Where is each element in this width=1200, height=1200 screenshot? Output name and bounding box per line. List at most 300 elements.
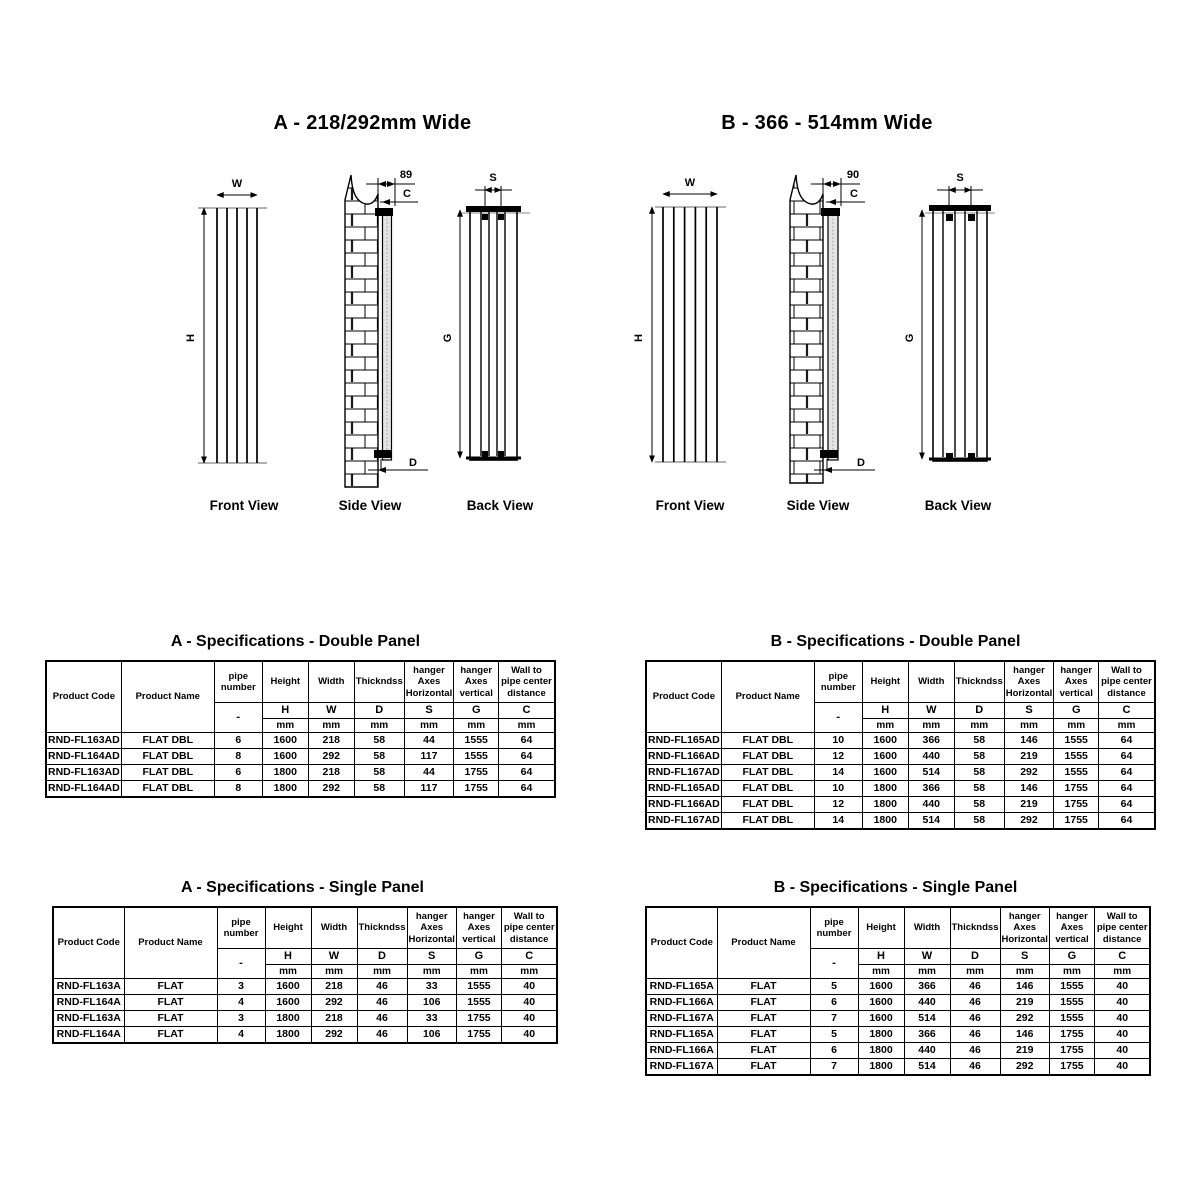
table-cell: FLAT DBL [121, 749, 214, 765]
column-unit: mm [262, 719, 308, 733]
column-unit: mm [1099, 719, 1155, 733]
table-cell: 1800 [858, 1027, 904, 1043]
table-row [646, 733, 1155, 749]
column-symbol: - [214, 703, 262, 733]
column-unit: mm [499, 719, 555, 733]
table-cell: RND-FL163AD [46, 765, 121, 781]
table-cell: RND-FL165A [646, 979, 717, 995]
table-cell: 1755 [454, 781, 499, 798]
table-row [646, 1027, 1150, 1043]
g-dimension [442, 210, 460, 458]
table-cell: RND-FL164A [53, 1027, 124, 1044]
dim-label-w: W [231, 178, 243, 190]
table-cell: 33 [407, 979, 456, 995]
table-cell: 366 [904, 979, 950, 995]
column-header: Wall to pipe center distance [1094, 907, 1150, 949]
column-unit: mm [1094, 965, 1150, 979]
table-cell: 1800 [862, 813, 908, 830]
column-header: Height [858, 907, 904, 949]
table-row [53, 979, 557, 995]
spec-table-a-single [52, 906, 558, 1044]
table-cell: 514 [904, 1059, 950, 1076]
table-cell: 218 [308, 733, 354, 749]
side-view-b [790, 169, 875, 483]
table-cell: 292 [1000, 1059, 1049, 1076]
dim-label-g: G [442, 333, 454, 343]
table-cell: 292 [1004, 813, 1053, 830]
table-cell: RND-FL166AD [646, 797, 721, 813]
table-cell: 64 [1099, 813, 1155, 830]
brick-wall [790, 175, 823, 483]
column-symbol: G [454, 703, 499, 719]
column-header: Height [265, 907, 311, 949]
column-header: Product Name [717, 907, 810, 979]
table-cell: 5 [810, 1027, 858, 1043]
table-row [46, 781, 555, 798]
column-header: hanger Axes vertical [454, 661, 499, 703]
dim-label-hanger-offset: 89 [399, 169, 413, 181]
table-cell: 10 [814, 733, 862, 749]
table-cell: 40 [1094, 1011, 1150, 1027]
table-cell: 7 [810, 1011, 858, 1027]
column-unit: mm [311, 965, 357, 979]
table-cell: 58 [954, 813, 1004, 830]
column-symbol: W [908, 703, 954, 719]
table-row [53, 995, 557, 1011]
table-row [646, 995, 1150, 1011]
column-header: pipe number [217, 907, 265, 949]
diagram-a [170, 148, 575, 523]
table-cell: 292 [311, 995, 357, 1011]
table-cell: 12 [814, 749, 862, 765]
table-cell: 440 [908, 797, 954, 813]
table-cell: 440 [904, 995, 950, 1011]
back-top-bar [929, 205, 991, 211]
column-unit: mm [265, 965, 311, 979]
column-unit: mm [357, 965, 407, 979]
top-wall-bracket [821, 208, 840, 216]
dim-label-s: S [956, 172, 964, 184]
column-header: Product Name [721, 661, 814, 733]
column-header: Product Name [124, 907, 217, 979]
column-header: hanger Axes Horizontal [1000, 907, 1049, 949]
table-cell: 40 [1094, 1027, 1150, 1043]
table-cell: RND-FL164A [53, 995, 124, 1011]
table-cell: RND-FL163AD [46, 733, 121, 749]
table-title-a-double: A - Specifications - Double Panel [170, 633, 421, 650]
table-row [646, 749, 1155, 765]
column-symbol: - [810, 949, 858, 979]
table-cell: FLAT [124, 979, 217, 995]
table-cell: 64 [1099, 765, 1155, 781]
table-cell: 292 [308, 781, 354, 798]
table-row [646, 1059, 1150, 1076]
column-symbol: H [262, 703, 308, 719]
column-header: Width [311, 907, 357, 949]
table-cell: 1755 [1054, 781, 1099, 797]
table-cell: 1755 [1049, 1059, 1094, 1076]
column-header: hanger Axes vertical [456, 907, 501, 949]
table-cell: 1555 [1054, 765, 1099, 781]
table-cell: 219 [1004, 797, 1053, 813]
caption-back-view: Back View [924, 498, 992, 513]
bottom-wall-bracket [374, 450, 391, 458]
table-cell: 64 [1099, 781, 1155, 797]
table-row [646, 813, 1155, 830]
column-header: pipe number [810, 907, 858, 949]
table-cell: 514 [908, 813, 954, 830]
table-cell: 218 [311, 1011, 357, 1027]
column-symbol: G [1049, 949, 1094, 965]
back-panel-slats [481, 211, 505, 456]
column-unit: mm [954, 719, 1004, 733]
table-cell: 46 [950, 1043, 1000, 1059]
front-view-a [185, 178, 267, 463]
table-row [646, 765, 1155, 781]
column-header: Product Code [53, 907, 124, 979]
table-cell: RND-FL165AD [646, 733, 721, 749]
table-cell: 440 [908, 749, 954, 765]
column-symbol: W [904, 949, 950, 965]
column-symbol: D [954, 703, 1004, 719]
caption-back-view: Back View [466, 498, 534, 513]
table-cell: 58 [354, 733, 404, 749]
column-unit: mm [354, 719, 404, 733]
table-cell: 46 [950, 995, 1000, 1011]
front-view-b [633, 177, 726, 462]
table-cell: RND-FL164AD [46, 749, 121, 765]
column-unit: mm [1004, 719, 1053, 733]
table-cell: 46 [950, 979, 1000, 995]
front-panel-slats [663, 207, 717, 462]
column-symbol: W [311, 949, 357, 965]
table-cell: RND-FL163A [53, 979, 124, 995]
table-cell: FLAT [717, 979, 810, 995]
table-cell: FLAT DBL [721, 765, 814, 781]
table-cell: 40 [1094, 979, 1150, 995]
column-unit: mm [950, 965, 1000, 979]
table-cell: 33 [407, 1011, 456, 1027]
column-symbol: H [862, 703, 908, 719]
table-cell: 1800 [265, 1027, 311, 1044]
column-header: Wall to pipe center distance [501, 907, 557, 949]
hanger-brackets [946, 214, 975, 460]
table-cell: 1600 [862, 765, 908, 781]
table-cell: 44 [404, 733, 453, 749]
table-cell: FLAT DBL [721, 749, 814, 765]
table-cell: 64 [499, 765, 555, 781]
table-cell: 1555 [1049, 995, 1094, 1011]
table-cell: RND-FL165AD [646, 781, 721, 797]
column-symbol: C [499, 703, 555, 719]
dim-label-s: S [489, 172, 497, 184]
column-symbol: G [1054, 703, 1099, 719]
table-cell: 64 [1099, 797, 1155, 813]
table-cell: 1800 [858, 1059, 904, 1076]
table-cell: 40 [501, 995, 557, 1011]
table-cell: 440 [904, 1043, 950, 1059]
table-cell: 46 [950, 1059, 1000, 1076]
column-header: Product Code [646, 907, 717, 979]
column-header: Width [904, 907, 950, 949]
table-cell: 1755 [1049, 1043, 1094, 1059]
table-cell: 44 [404, 765, 453, 781]
table-cell: 58 [354, 765, 404, 781]
column-unit: mm [407, 965, 456, 979]
table-cell: FLAT [124, 1027, 217, 1044]
table-cell: 218 [308, 765, 354, 781]
column-header: Product Name [121, 661, 214, 733]
table-cell: 1600 [265, 979, 311, 995]
table-title-b-double: B - Specifications - Double Panel [770, 633, 1021, 650]
table-cell: 6 [214, 765, 262, 781]
column-unit: mm [862, 719, 908, 733]
table-cell: FLAT DBL [121, 765, 214, 781]
table-cell: 1600 [265, 995, 311, 1011]
column-symbol: - [814, 703, 862, 733]
column-header: hanger Axes vertical [1054, 661, 1099, 703]
column-header: Product Code [646, 661, 721, 733]
column-header: hanger Axes Horizontal [407, 907, 456, 949]
table-cell: 1800 [862, 781, 908, 797]
table-cell: 6 [214, 733, 262, 749]
table-row [46, 733, 555, 749]
s-dimension [937, 172, 983, 210]
table-cell: 4 [217, 1027, 265, 1044]
table-cell: FLAT DBL [721, 781, 814, 797]
column-header: Wall to pipe center distance [499, 661, 555, 703]
column-symbol: C [1099, 703, 1155, 719]
table-row [53, 1011, 557, 1027]
table-cell: RND-FL164AD [46, 781, 121, 798]
table-row [646, 1011, 1150, 1027]
caption-front-view: Front View [655, 498, 725, 513]
table-cell: 219 [1000, 995, 1049, 1011]
table-cell: 1555 [456, 995, 501, 1011]
table-cell: 10 [814, 781, 862, 797]
table-cell: RND-FL167A [646, 1011, 717, 1027]
table-cell: RND-FL167A [646, 1059, 717, 1076]
table-cell: FLAT DBL [721, 797, 814, 813]
caption-front-view: Front View [209, 498, 279, 513]
caption-side-view: Side View [338, 498, 402, 513]
table-row [646, 979, 1150, 995]
table-cell: 5 [810, 979, 858, 995]
table-title-b-single: B - Specifications - Single Panel [773, 879, 1018, 896]
table-cell: 4 [217, 995, 265, 1011]
table-cell: 8 [214, 781, 262, 798]
table-cell: FLAT [717, 995, 810, 1011]
table-cell: 1755 [456, 1011, 501, 1027]
table-cell: 146 [1000, 979, 1049, 995]
table-cell: 1555 [1049, 1011, 1094, 1027]
table-cell: 58 [954, 781, 1004, 797]
table-cell: FLAT DBL [121, 733, 214, 749]
column-unit: mm [1049, 965, 1094, 979]
column-header: pipe number [214, 661, 262, 703]
table-body-a-double [46, 733, 555, 798]
table-cell: 1600 [862, 749, 908, 765]
table-cell: 1800 [862, 797, 908, 813]
column-header: Thickndss [950, 907, 1000, 949]
table-cell: 1555 [454, 749, 499, 765]
column-symbol: C [1094, 949, 1150, 965]
column-unit: mm [904, 965, 950, 979]
table-cell: 7 [810, 1059, 858, 1076]
column-header: hanger Axes Horizontal [404, 661, 453, 703]
table-cell: 1800 [858, 1043, 904, 1059]
column-unit: mm [1054, 719, 1099, 733]
table-cell: 14 [814, 765, 862, 781]
table-row [53, 1027, 557, 1044]
table-cell: 64 [499, 733, 555, 749]
column-header: Width [908, 661, 954, 703]
table-title-a-single: A - Specifications - Single Panel [180, 879, 424, 896]
table-body-b-single [646, 979, 1150, 1076]
table-cell: 292 [1000, 1011, 1049, 1027]
column-unit: mm [501, 965, 557, 979]
column-symbol: D [354, 703, 404, 719]
table-cell: 64 [1099, 749, 1155, 765]
table-cell: 219 [1004, 749, 1053, 765]
table-cell: FLAT DBL [121, 781, 214, 798]
dim-label-h: H [185, 334, 197, 342]
column-unit: mm [456, 965, 501, 979]
table-cell: 1755 [1054, 797, 1099, 813]
column-symbol: H [265, 949, 311, 965]
spec-table-b-single [645, 906, 1151, 1076]
table-cell: 106 [407, 995, 456, 1011]
table-cell: 1600 [262, 733, 308, 749]
table-row [646, 781, 1155, 797]
diagram-b-title: B - 366 - 514mm Wide [721, 112, 933, 134]
spec-table-a-double [45, 660, 556, 798]
table-cell: 1600 [858, 995, 904, 1011]
dim-label-hanger-offset: 90 [846, 169, 860, 181]
column-symbol: - [217, 949, 265, 979]
table-cell: 1800 [262, 781, 308, 798]
column-header: hanger Axes Horizontal [1004, 661, 1053, 703]
table-cell: 3 [217, 979, 265, 995]
table-row [646, 1043, 1150, 1059]
table-cell: 46 [950, 1011, 1000, 1027]
table-cell: 46 [950, 1027, 1000, 1043]
column-unit: mm [454, 719, 499, 733]
table-cell: 218 [311, 979, 357, 995]
back-body [933, 207, 987, 461]
table-cell: 40 [501, 979, 557, 995]
column-header: pipe number [814, 661, 862, 703]
table-cell: RND-FL166AD [646, 749, 721, 765]
table-cell: 40 [1094, 1043, 1150, 1059]
spec-table-b-double [645, 660, 1156, 830]
table-cell: 1555 [1054, 749, 1099, 765]
bottom-wall-bracket [820, 450, 838, 458]
c-dimension [826, 188, 865, 205]
table-cell: FLAT [124, 995, 217, 1011]
table-body-a-single [53, 979, 557, 1044]
front-panel-slats [217, 208, 257, 463]
table-cell: RND-FL163A [53, 1011, 124, 1027]
table-cell: 146 [1000, 1027, 1049, 1043]
table-cell: 1600 [862, 733, 908, 749]
column-symbol: S [1004, 703, 1053, 719]
table-cell: 1800 [262, 765, 308, 781]
column-header: Wall to pipe center distance [1099, 661, 1155, 703]
table-cell: 1800 [265, 1011, 311, 1027]
table-cell: 366 [908, 733, 954, 749]
column-unit: mm [908, 719, 954, 733]
table-cell: 46 [357, 979, 407, 995]
column-header: Thickndss [354, 661, 404, 703]
table-cell: RND-FL165A [646, 1027, 717, 1043]
table-cell: 58 [954, 733, 1004, 749]
table-cell: 146 [1004, 781, 1053, 797]
table-cell: 292 [308, 749, 354, 765]
column-header: hanger Axes vertical [1049, 907, 1094, 949]
table-cell: 14 [814, 813, 862, 830]
column-unit: mm [308, 719, 354, 733]
table-cell: 1755 [1049, 1027, 1094, 1043]
table-cell: 292 [311, 1027, 357, 1044]
table-cell: 6 [810, 1043, 858, 1059]
table-cell: 58 [354, 749, 404, 765]
table-cell: 64 [499, 749, 555, 765]
table-cell: 146 [1004, 733, 1053, 749]
dim-label-d: D [857, 457, 865, 469]
table-cell: 3 [217, 1011, 265, 1027]
table-cell: 58 [354, 781, 404, 798]
table-cell: 1600 [858, 979, 904, 995]
table-cell: 12 [814, 797, 862, 813]
column-unit: mm [858, 965, 904, 979]
column-header: Height [862, 661, 908, 703]
table-cell: RND-FL166A [646, 1043, 717, 1059]
table-cell: 40 [1094, 1059, 1150, 1076]
table-cell: 58 [954, 749, 1004, 765]
table-cell: 46 [357, 1027, 407, 1044]
table-cell: RND-FL166A [646, 995, 717, 1011]
table-cell: FLAT DBL [721, 733, 814, 749]
c-dimension [380, 188, 418, 205]
column-header: Height [262, 661, 308, 703]
table-cell: 514 [908, 765, 954, 781]
dim-label-g: G [904, 333, 916, 343]
table-cell: 1755 [454, 765, 499, 781]
table-cell: 58 [954, 765, 1004, 781]
table-cell: 514 [904, 1011, 950, 1027]
table-cell: 1755 [456, 1027, 501, 1044]
column-symbol: D [950, 949, 1000, 965]
column-unit: mm [404, 719, 453, 733]
table-cell: FLAT [717, 1059, 810, 1076]
column-header: Product Code [46, 661, 121, 733]
table-row [46, 749, 555, 765]
table-cell: 6 [810, 995, 858, 1011]
column-symbol: H [858, 949, 904, 965]
table-cell: RND-FL167AD [646, 813, 721, 830]
back-body [470, 207, 517, 460]
table-cell: 1600 [262, 749, 308, 765]
table-cell: 1600 [858, 1011, 904, 1027]
column-symbol: S [407, 949, 456, 965]
table-cell: 117 [404, 781, 453, 798]
table-cell: 1555 [1049, 979, 1094, 995]
table-body-b-double [646, 733, 1155, 830]
table-cell: 64 [499, 781, 555, 798]
table-cell: 58 [954, 797, 1004, 813]
table-cell: FLAT [124, 1011, 217, 1027]
